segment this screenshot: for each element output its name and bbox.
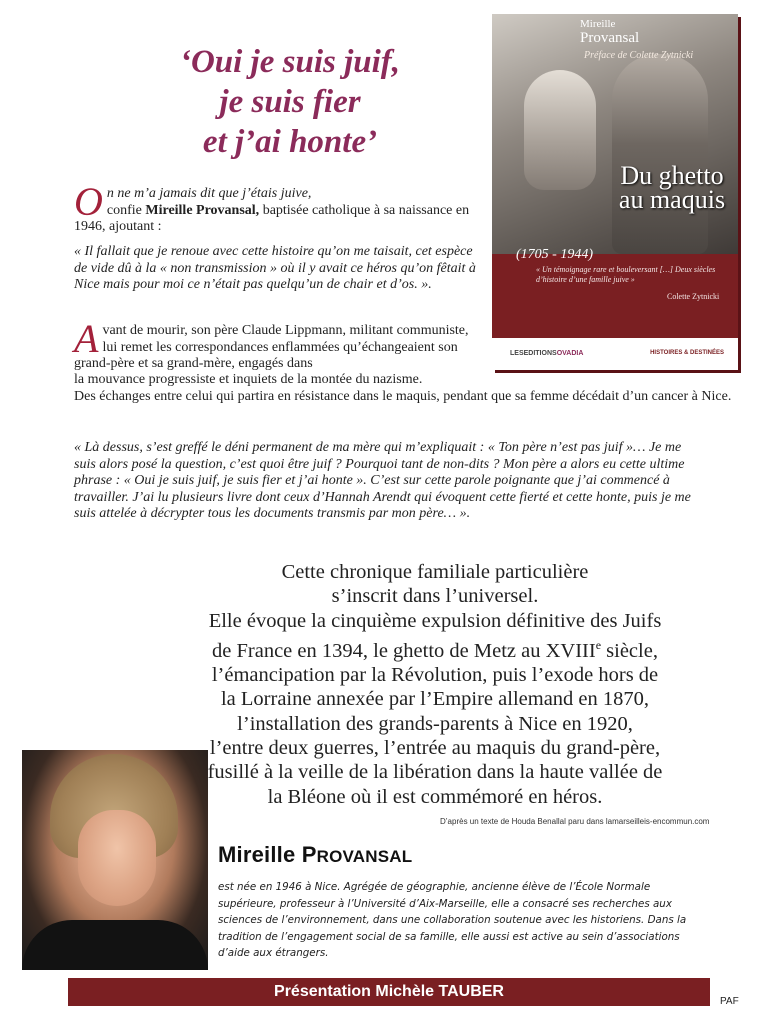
- chronicle-line-3: Elle évoque la cinquième expulsion définitive des Juifs: [208, 609, 662, 632]
- publisher-prefix: LESEDITIONS: [510, 350, 557, 357]
- intro-p1-text2: confie: [106, 202, 146, 218]
- chronicle-line-4b: siècle,: [601, 639, 658, 662]
- corner-label: PAF: [720, 996, 739, 1007]
- chronicle-line-4sup: e: [595, 637, 602, 652]
- headline: [110, 42, 470, 162]
- headline-line-1: ‘Oui je suis juif,: [179, 44, 401, 80]
- chronicle-line-1: Cette chronique familiale particulière: [281, 561, 589, 583]
- intro-paragraph-2: [74, 316, 474, 373]
- intro-p2-text-b: la mouvance progressiste et inquiets de la montée du nazisme.: [74, 372, 423, 387]
- author-bio: est née en 1946 à Nice. Agrégée de géographie, ancienne élève de l’École Normale supérieure, professeur à l’Université d’Aix-Marseille, elle a consacré ses recherches aux sciences de l’environnement, dans une collaboration soutenue avec les historiens. Dans la tradition de l’engagement social de sa famille, elle aussi est active au sein d’associations d’aide aux étrangers.: [218, 881, 687, 960]
- intro-p1-name: Mireille Provansal,: [145, 202, 260, 218]
- book-author-last: Provansal: [580, 30, 640, 46]
- intro-p2-text: vant de mourir, son père Claude Lippmann, militant communiste, lui remet les correspondances enflammées qu’échangeaient son grand-père et sa grand-mère, engagés dans: [74, 323, 469, 371]
- chronicle-block: [170, 560, 700, 809]
- chronicle-line-2: s’inscrit dans l’universel.: [331, 585, 539, 608]
- intro-p3-quote: « Là dessus, s’est greffé le déni permanent de ma mère qui m’expliquait : « Ton père n’est pas juif »… Je me suis alors posé la question, c’est quoi être juif ? Pourquoi tant de non-dits ? Mon père a alors eu cette ultime phrase : « Oui je suis juif, je suis fier et j’ai honte ». C’est sur cette parole poignante que j’ai commencé à travailler. J’ai lu plusieurs livre dont ceux d’Hannah Arendt qui évoquent cette fierté et cette honte, puis je me suis attelée à décrypter tous les documents transmis par mon père… ».: [74, 440, 691, 521]
- chronicle-line-4: [170, 633, 700, 663]
- intro-p1-text1: n ne m’a jamais dit que j’étais juive,: [106, 186, 312, 201]
- author-name: [218, 842, 412, 868]
- author-first-name: Mireille: [218, 842, 302, 867]
- book-cover: [492, 14, 738, 370]
- book-quote: « Un témoignage rare et bouleversant […] Deux siècles d’histoire d’une famille juive »: [536, 265, 716, 284]
- intro-p2-text-c: Des échanges entre celui qui partira en résistance dans le maquis, pendant que sa femme décédait d’un cancer à Nice.: [74, 389, 732, 404]
- chronicle-line-10: la Bléone où il est commémoré en héros.: [267, 785, 603, 808]
- chronicle-line-9: fusillé à la veille de la libération dans la haute vallée de: [207, 761, 663, 784]
- book-title: Du ghetto au maquis: [618, 161, 726, 214]
- child-figure: [524, 70, 596, 190]
- book-collection: HISTOIRES & DESTINÉES: [650, 350, 724, 356]
- publisher-name: OVADIA: [556, 350, 584, 357]
- dropcap-o: O: [74, 179, 103, 224]
- intro-p1-text3: baptisée catholique à sa naissance en 1946, ajoutant :: [74, 202, 470, 234]
- headline-line-2: je suis fier: [219, 84, 361, 120]
- book-publisher: [510, 350, 583, 357]
- author-last-rest: ROVANSAL: [316, 847, 413, 866]
- soldier-figure: [612, 54, 708, 254]
- chronicle-line-7: l’installation des grands-parents à Nice en 1920,: [237, 712, 633, 735]
- chronicle-line-6: la Lorraine annexée par l’Empire allemand en 1870,: [220, 688, 650, 711]
- book-dates: (1705 - 1944): [516, 247, 593, 262]
- headline-line-3: et j’ai honte’: [202, 124, 378, 160]
- chronicle-line-8: l’entre deux guerres, l’entrée au maquis du grand-père,: [209, 736, 661, 759]
- book-author-first: Mireille: [580, 18, 616, 30]
- author-portrait: [22, 750, 208, 970]
- book-preface: Préface de Colette Zytnicki: [584, 50, 694, 61]
- chronicle-line-4a: de France en 1394, le ghetto de Metz au XVIII: [212, 639, 596, 662]
- presentation-banner: Présentation Michèle TAUBER: [68, 978, 710, 1006]
- book-quote-author: Colette Zytnicki: [667, 292, 720, 301]
- intro-paragraph-1: [74, 179, 476, 236]
- chronicle-line-5: l’émancipation par la Révolution, puis l’exode hors de: [211, 664, 659, 687]
- source-note: D’après un texte de Houda Benallal paru dans lamarseilleis-encommun.com: [440, 817, 710, 826]
- portrait-face: [78, 810, 156, 906]
- intro-p1-quote: « Il fallait que je renoue avec cette histoire qu’on me taisait, cet espèce de vide dû à la « non transmission » où il y avait ce héros qu’on fêtait à Nice mais pour moi ce n’était pas quelqu’un de chair et d’os. ».: [74, 244, 476, 292]
- author-last-initial: P: [301, 842, 317, 867]
- dropcap-a: A: [74, 316, 99, 361]
- book-footer: [492, 338, 738, 370]
- portrait-body: [22, 920, 208, 970]
